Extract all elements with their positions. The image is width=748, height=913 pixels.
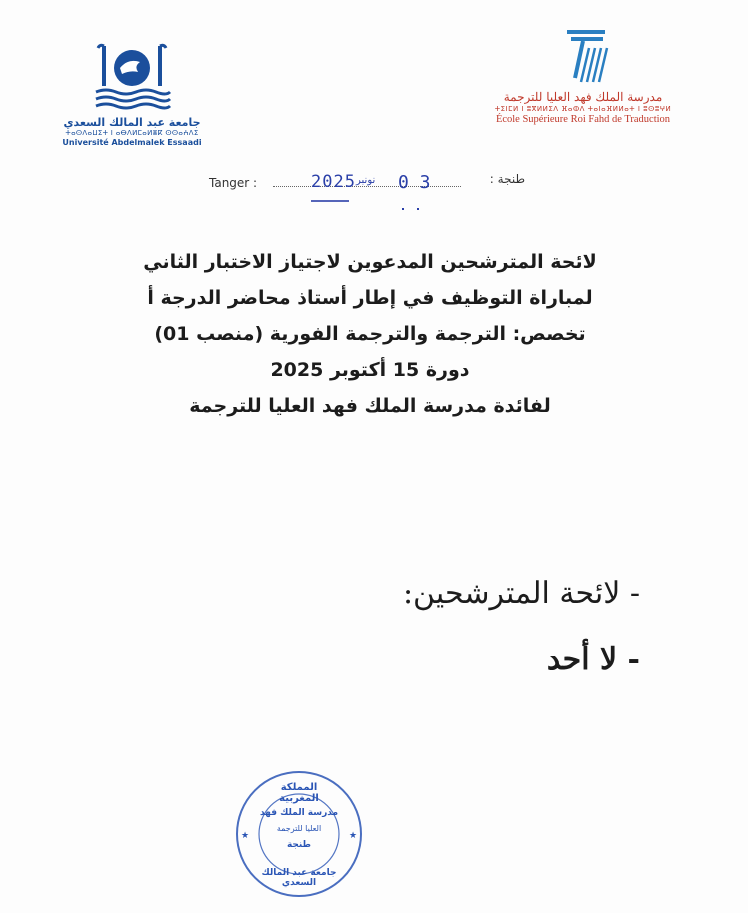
seal-text-line: طنجة [286,840,312,850]
candidate-list [300,572,640,682]
official-seal [233,768,365,900]
seal-text-top: المملكة المغربية [279,782,319,804]
date-label-fr: Tanger : [209,176,258,190]
document-title [90,244,650,424]
svg-text:★: ★ [349,831,358,841]
university-logo [62,40,202,148]
university-name-tifinagh: ⵜⴰⵙⴷⴰⵡⵉⵜ ⵏ ⴰⴱⴷⵍⵎⴰⵍⴻⴽ ⵙⵙⴰⵄⴷⵉ [65,129,199,137]
title-line: لمباراة التوظيف في إطار أستاذ محاضر الدرجة أ [147,287,593,309]
date-line [205,172,525,212]
seal-text-line: العليا للترجمة [276,824,322,833]
school-name-ar: مدرسة الملك فهد العليا للترجمة [503,90,663,104]
school-logo [468,26,698,126]
svg-text:★: ★ [241,831,250,841]
university-name-ar: جامعة عبد المالك السعدي [63,116,201,129]
title-line: دورة 15 أكتوبر 2025 [270,359,470,381]
date-stamp-mark [402,208,404,210]
seal-text-line: مدرسة الملك فهد [259,808,339,818]
date-dotted-line [273,186,461,187]
date-stamp-day: 0 3 [398,172,431,193]
date-stamp-underline [311,200,349,202]
title-line: تخصص: الترجمة والترجمة الفورية (منصب 01) [154,323,586,345]
candidate-list-item: - لا أحد [546,642,640,677]
candidate-list-heading: - لائحة المترشحين: [402,576,640,611]
date-stamp-year: 2025 [311,172,356,192]
seal-text-bottom: جامعة عبد المالك السعدي [261,868,337,888]
university-name-fr: Université Abdelmalek Essaadi [62,138,202,147]
title-line: لفائدة مدرسة الملك فهد العليا للترجمة [189,395,551,417]
date-stamp-month: نونبر [356,175,376,186]
school-emblem-icon [553,26,613,86]
school-name-fr: École Supérieure Roi Fahd de Traduction [495,114,671,125]
title-line: لائحة المترشحين المدعوين لاجتياز الاختبار الثاني [143,251,597,273]
date-stamp-mark [417,208,419,210]
school-name-tifinagh: ⵜⵉⵏⵎⵍ ⵏ ⵓⴳⵍⵍⵉⴷ ⴼⴰⵀⴷ ⵜⴰⵏⴰⴼⵍⵍⴰⵜ ⵏ ⵓⵙⵓⵖⵍ [494,105,672,113]
university-emblem-icon [92,40,172,114]
date-label-ar: طنجة : [489,172,525,186]
